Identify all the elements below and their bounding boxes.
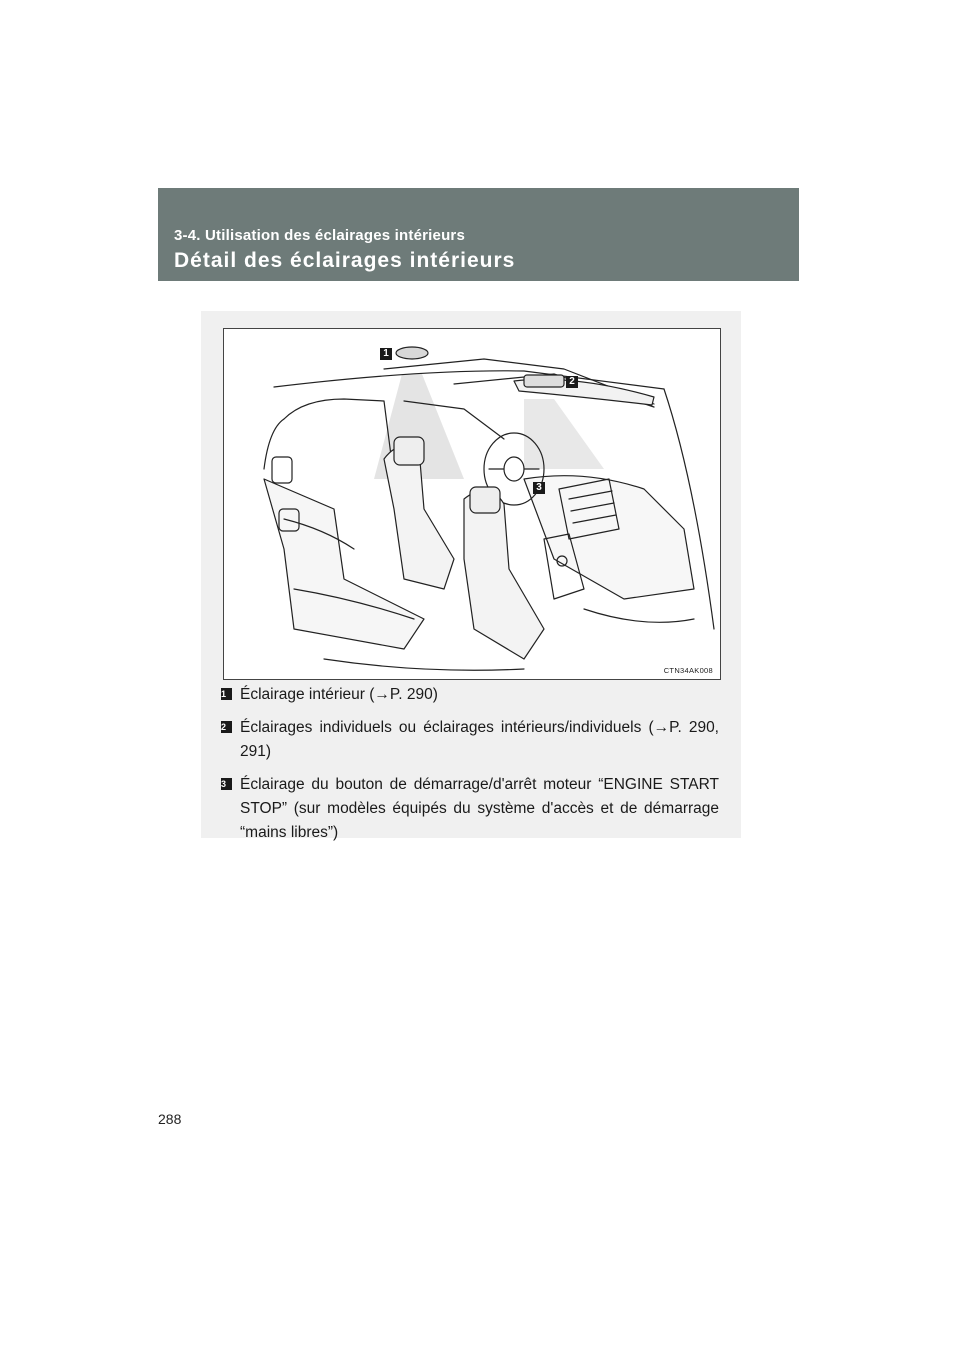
car-interior-drawing — [224, 329, 720, 679]
callout-marker-3: 3 — [533, 482, 545, 494]
car-interior-illustration — [223, 328, 721, 680]
chapter-header — [158, 188, 799, 281]
legend-text: Éclairage intérieur (→P. 290) — [240, 686, 438, 703]
section-label: 3-4. Utilisation des éclairages intérieurs — [174, 227, 466, 244]
legend-number: 3 — [221, 778, 232, 790]
callout-marker-1: 1 — [380, 348, 392, 360]
legend-text: Éclairages individuels ou éclairages intérieurs/individuels (→P. 290, 291) — [240, 719, 719, 760]
page-number: 288 — [158, 1111, 182, 1127]
content-panel — [201, 311, 741, 841]
callout-marker-2: 2 — [566, 376, 578, 388]
legend-text: Éclairage du bouton de démarrage/d'arrêt moteur “ENGINE START STOP” (sur modèles équipés du système d'accès et de démarrage “mains libres”) — [240, 776, 719, 841]
legend-list — [221, 683, 719, 854]
legend-item — [221, 683, 719, 707]
legend-item — [221, 773, 719, 845]
legend-number: 2 — [221, 721, 232, 733]
legend-item — [221, 716, 719, 764]
figure-code: CTN34AK008 — [663, 666, 713, 675]
legend-number: 1 — [221, 688, 232, 700]
page-title: Détail des éclairages intérieurs — [174, 249, 516, 272]
